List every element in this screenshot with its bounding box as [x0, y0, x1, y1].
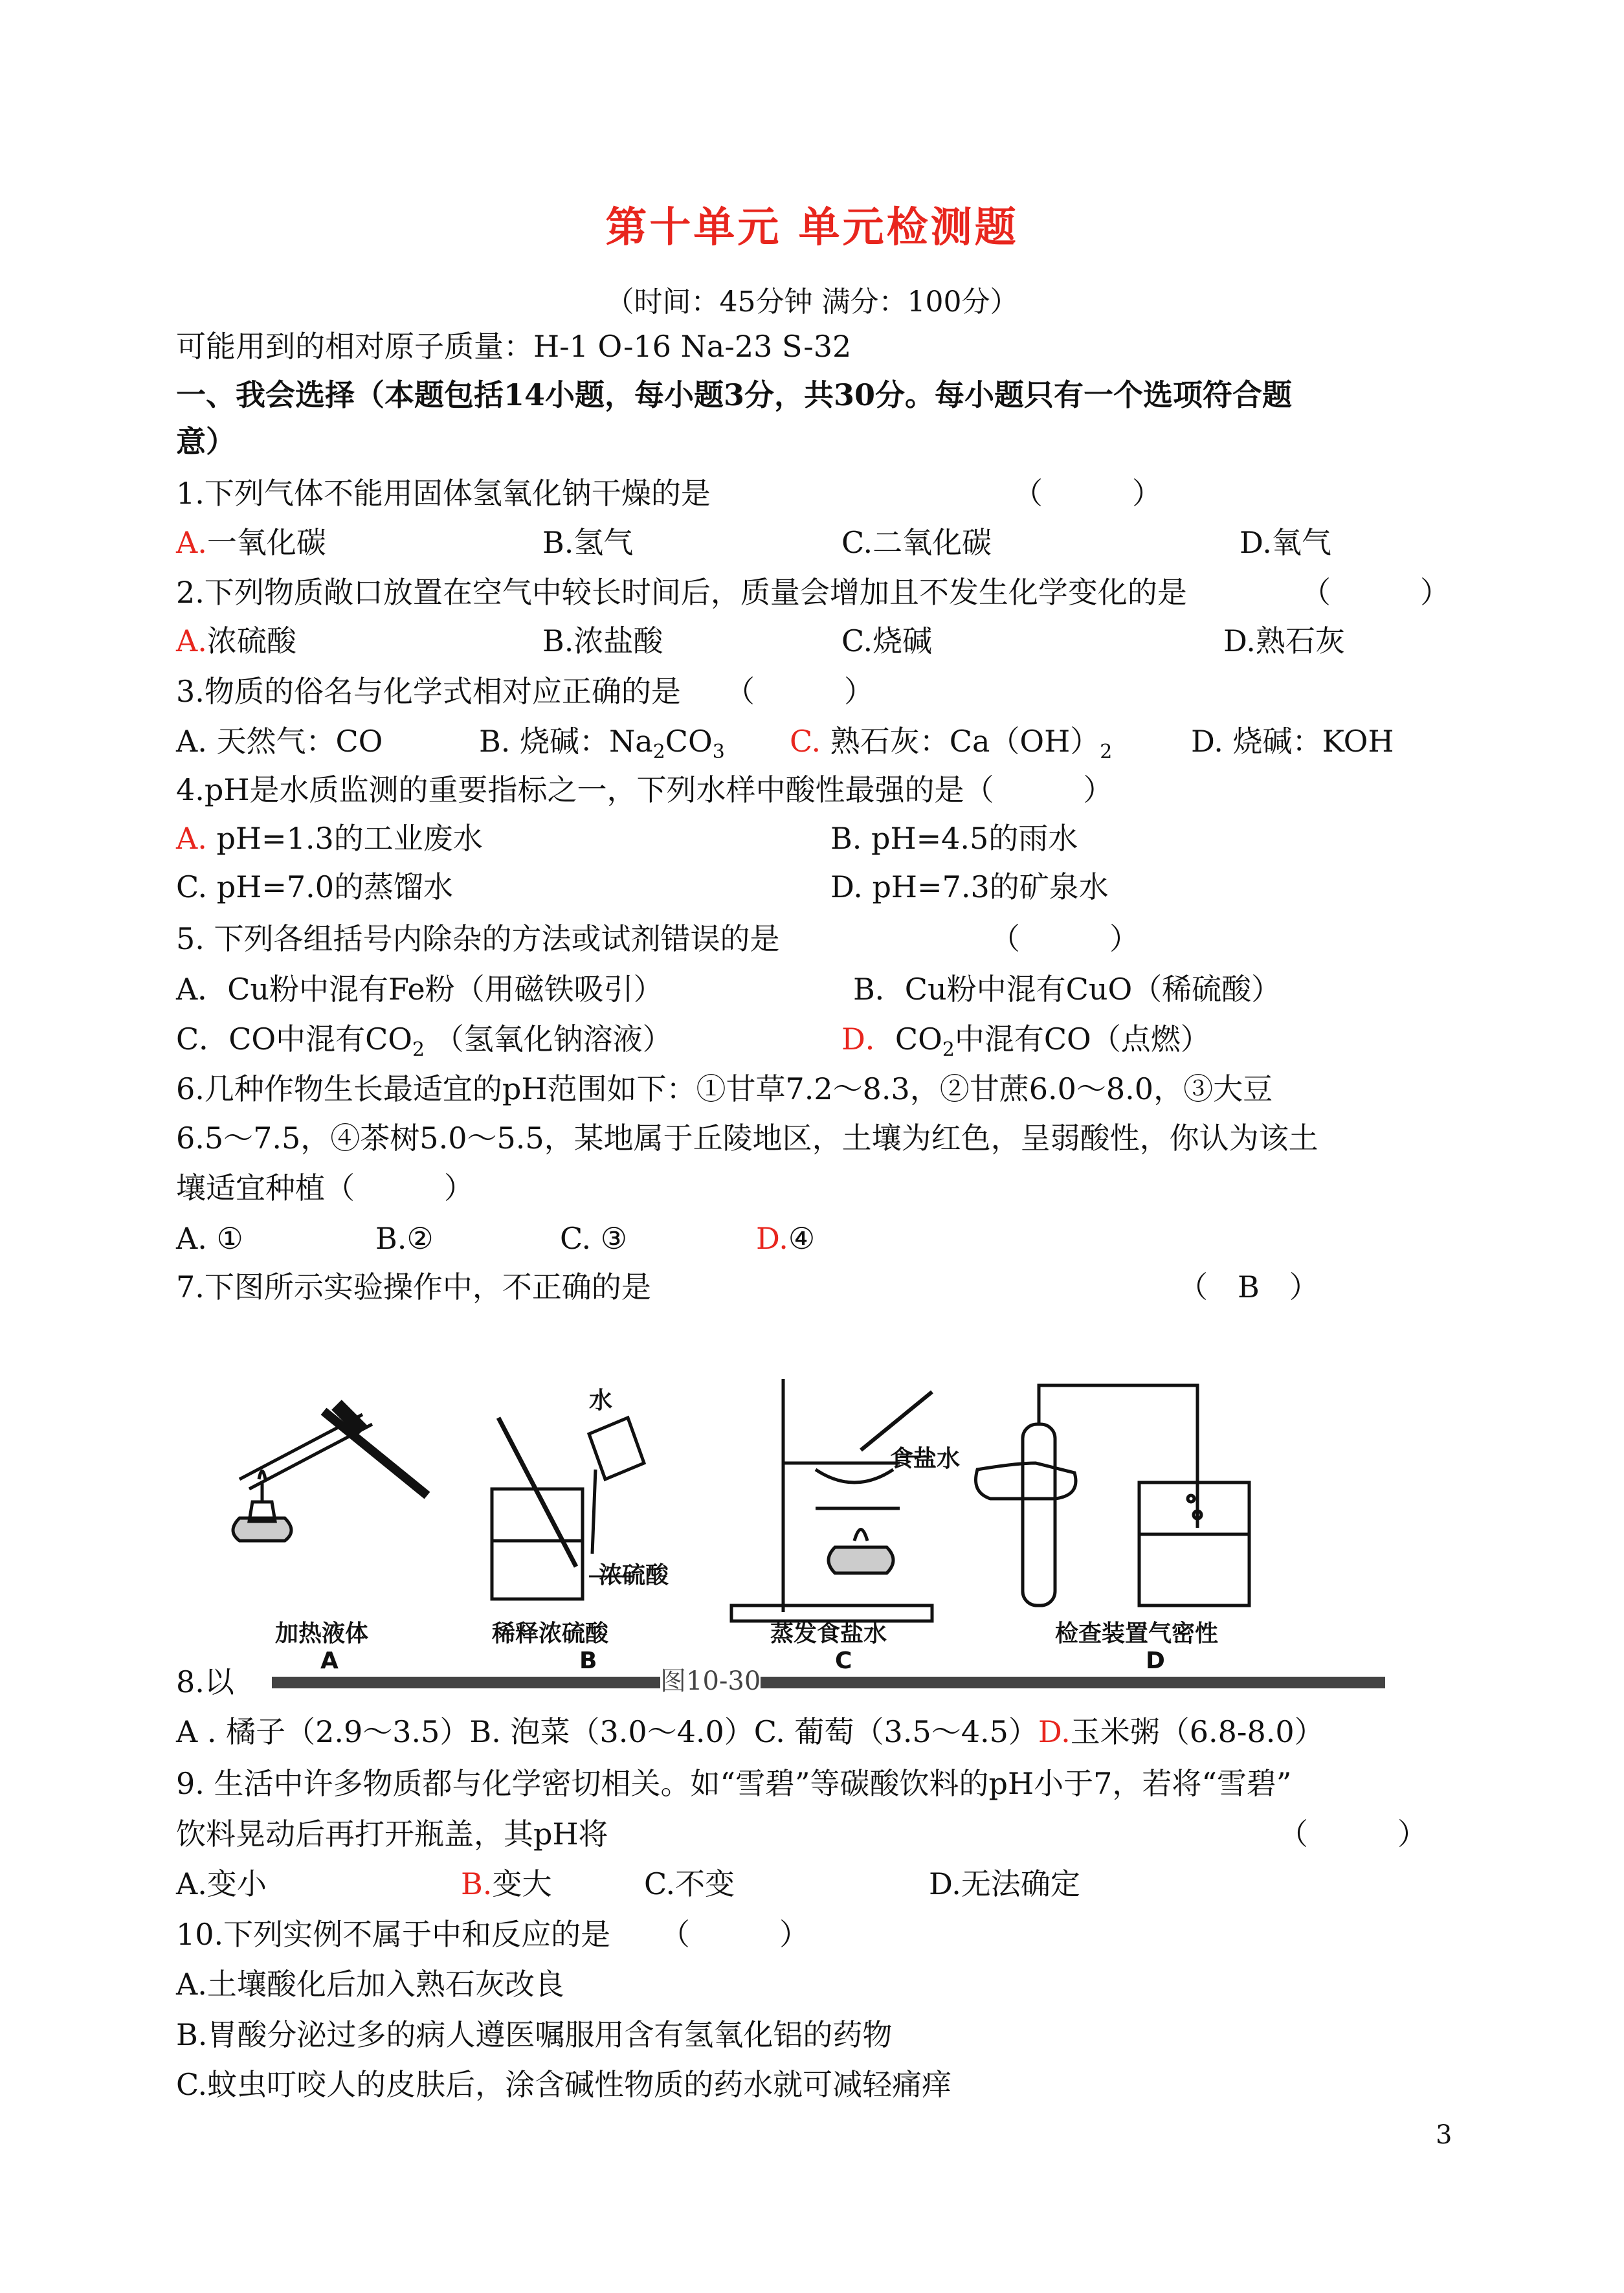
q3-option-b — [479, 722, 725, 772]
q9-line1: 9. 生活中许多物质都与化学密切相关。如“雪碧”等碳酸饮料的pH小于7，若将“雪碧” — [176, 1766, 1292, 1801]
q8-option-d: 玉米粥（6.8-8.0） — [1070, 1714, 1324, 1749]
section-heading-line2: 意） — [176, 424, 236, 459]
q4-option-c: C. pH=7.0的蒸馏水 — [176, 869, 454, 904]
q10-option-c: C.蚊虫叮咬人的皮肤后，涂含碱性物质的药水就可减轻痛痒 — [176, 2067, 952, 2102]
q3-option-c-letter: C. — [790, 724, 821, 759]
q2-option-a: 浓硫酸 — [206, 623, 296, 658]
q2-option-b: B.浓盐酸 — [542, 623, 663, 658]
q3-option-b-sub2: 3 — [712, 741, 725, 764]
q7-stem: 7.下图所示实验操作中，不正确的是 — [176, 1270, 651, 1304]
q6-line2: 6.5～7.5，④茶树5.0～5.5，某地属于丘陵地区，土壤为红色，呈弱酸性，你认为该土 — [176, 1121, 1318, 1156]
q4-option-a-letter: A. — [176, 821, 207, 856]
q1-option-a: 一氧化碳 — [206, 525, 326, 560]
scan-artifact-bar — [272, 1677, 1385, 1688]
q1-option-c: C.二氧化碳 — [841, 525, 992, 560]
q1-answer-bracket: （ ） — [1013, 476, 1162, 511]
q6-option-c: C. ③ — [560, 1221, 628, 1256]
q5-option-c-post: （氢氧化钠溶液） — [425, 1022, 673, 1057]
q2-options — [176, 621, 296, 660]
q6-option-d-text: ④ — [788, 1221, 816, 1256]
q3-option-d: D. 烧碱：KOH — [1191, 724, 1394, 759]
q5-option-a: A．Cu粉中混有Fe粉（用磁铁吸引） — [176, 972, 663, 1007]
q2-answer-bracket: （ ） — [1301, 575, 1450, 610]
q5-option-d — [841, 1020, 1210, 1069]
q5-option-c-sub: 2 — [412, 1038, 425, 1062]
figure-letter-a: A — [320, 1648, 339, 1674]
q3-stem: 3.物质的俗名与化学式相对应正确的是 — [176, 674, 681, 709]
q5-option-b: B．Cu粉中混有CuO（稀硫酸） — [853, 972, 1282, 1007]
q8-option-d-letter: D. — [1038, 1714, 1071, 1749]
q5-option-c-text: C．CO中混有CO — [176, 1022, 413, 1057]
q8-options — [176, 1712, 1324, 1751]
q1-stem: 1.下列气体不能用固体氢氧化钠干燥的是 — [176, 476, 711, 511]
q3-option-c — [790, 722, 1112, 772]
figure-label-a: 加热液体 — [275, 1620, 369, 1647]
q3-option-c-sub: 2 — [1100, 741, 1113, 764]
q1-options — [176, 523, 326, 562]
q2-option-a-letter: A. — [176, 623, 207, 658]
q4-option-a-row — [176, 819, 483, 858]
q4-option-a: pH=1.3的工业废水 — [206, 821, 483, 856]
callout-concentrated-acid: 浓硫酸 — [599, 1562, 669, 1589]
q2-option-c: C.烧碱 — [841, 623, 933, 658]
q6-line1: 6.几种作物生长最适宜的pH范围如下：①甘草7.2～8.3，②甘蔗6.0～8.0，③大豆 — [176, 1071, 1273, 1106]
q9-line2: 饮料晃动后再打开瓶盖，其pH将 — [176, 1817, 608, 1851]
atomic-mass-note: 可能用到的相对原子质量：H-1 O-16 Na-23 S-32 — [176, 329, 852, 364]
q9-option-a: A.变小 — [176, 1866, 267, 1901]
exam-duration-score: （时间：45分钟 满分：100分） — [605, 285, 1019, 319]
q6-option-a: A. ① — [176, 1221, 243, 1256]
q9-option-b — [461, 1864, 551, 1903]
q1-option-a-letter: A. — [176, 525, 207, 560]
q7-answer-bracket: （ B ） — [1178, 1270, 1319, 1304]
figure-letter-c: C — [835, 1648, 852, 1674]
q10-stem: 10.下列实例不属于中和反应的是 — [176, 1917, 611, 1952]
q5-option-d-post: 中混有CO（点燃） — [954, 1022, 1210, 1057]
q5-option-d-letter: D． — [841, 1022, 895, 1057]
q9-option-b-text: 变大 — [492, 1866, 552, 1901]
q4-stem: 4.pH是水质监测的重要指标之一，下列水样中酸性最强的是（ ） — [176, 772, 1113, 807]
q5-option-c — [176, 1020, 673, 1069]
q6-option-d-letter: D. — [756, 1221, 788, 1256]
q10-option-a: A.土壤酸化后加入熟石灰改良 — [176, 1967, 564, 2002]
experiment-illustration — [214, 1366, 1275, 1644]
q5-answer-bracket: （ ） — [990, 921, 1139, 956]
q10-option-b: B.胃酸分泌过多的病人遵医嘱服用含有氢氧化铝的药物 — [176, 2017, 893, 2052]
callout-water: 水 — [589, 1387, 613, 1414]
q5-stem: 5. 下列各组括号内除杂的方法或试剂错误的是 — [176, 921, 780, 956]
figure-letter-b: B — [579, 1648, 597, 1674]
q6-option-b: B.② — [375, 1221, 434, 1256]
q8-options-abc: A . 橘子（2.9～3.5）B. 泡菜（3.0～4.0）C. 葡萄（3.5～4.5） — [176, 1714, 1038, 1749]
experiment-figure — [214, 1366, 1275, 1647]
q8-stem: 8.以 — [176, 1664, 234, 1699]
q3-option-c-text: 熟石灰：Ca（OH） — [821, 724, 1100, 759]
q4-option-d: D. pH=7.3的矿泉水 — [830, 869, 1109, 904]
q3-option-a: A. 天然气：CO — [176, 724, 383, 759]
q9-option-b-letter: B. — [461, 1866, 493, 1901]
callout-salt-water: 食盐水 — [890, 1446, 961, 1472]
section-heading-line1: 一、我会选择（本题包括14小题，每小题3分，共30分。每小题只有一个选项符合题 — [176, 377, 1293, 412]
q3-option-b-text: B. 烧碱：Na — [479, 724, 653, 759]
figure-letter-d: D — [1146, 1648, 1165, 1674]
q9-answer-bracket: （ ） — [1278, 1817, 1427, 1851]
q4-option-b: B. pH=4.5的雨水 — [830, 821, 1078, 856]
q1-option-b: B.氢气 — [542, 525, 634, 560]
q3-option-b-sub1: 2 — [652, 741, 665, 764]
q3-option-b-mid: CO — [665, 724, 713, 759]
q10-answer-bracket: （ ） — [660, 1917, 809, 1952]
q6-option-d — [756, 1219, 815, 1258]
figure-label-b: 稀释浓硫酸 — [492, 1620, 609, 1647]
q5-option-d-sub: 2 — [942, 1038, 955, 1062]
q5-option-d-text: CO — [895, 1022, 942, 1057]
figure-caption: 图10-30 — [660, 1661, 761, 1697]
q3-answer-bracket: （ ） — [725, 674, 874, 709]
page-number: 3 — [1436, 2120, 1452, 2150]
q9-option-c: C.不变 — [644, 1866, 735, 1901]
q9-option-d: D.无法确定 — [929, 1866, 1080, 1901]
figure-label-d: 检查装置气密性 — [1055, 1620, 1219, 1647]
q1-option-d: D.氧气 — [1240, 525, 1331, 560]
page-title: 第十单元 单元检测题 — [605, 203, 1019, 252]
q6-line3: 壤适宜种植（ ） — [176, 1170, 474, 1205]
figure-label-c: 蒸发食盐水 — [770, 1620, 887, 1647]
q2-stem: 2.下列物质敞口放置在空气中较长时间后，质量会增加且不发生化学变化的是 — [176, 575, 1187, 610]
q2-option-d: D.熟石灰 — [1223, 623, 1345, 658]
